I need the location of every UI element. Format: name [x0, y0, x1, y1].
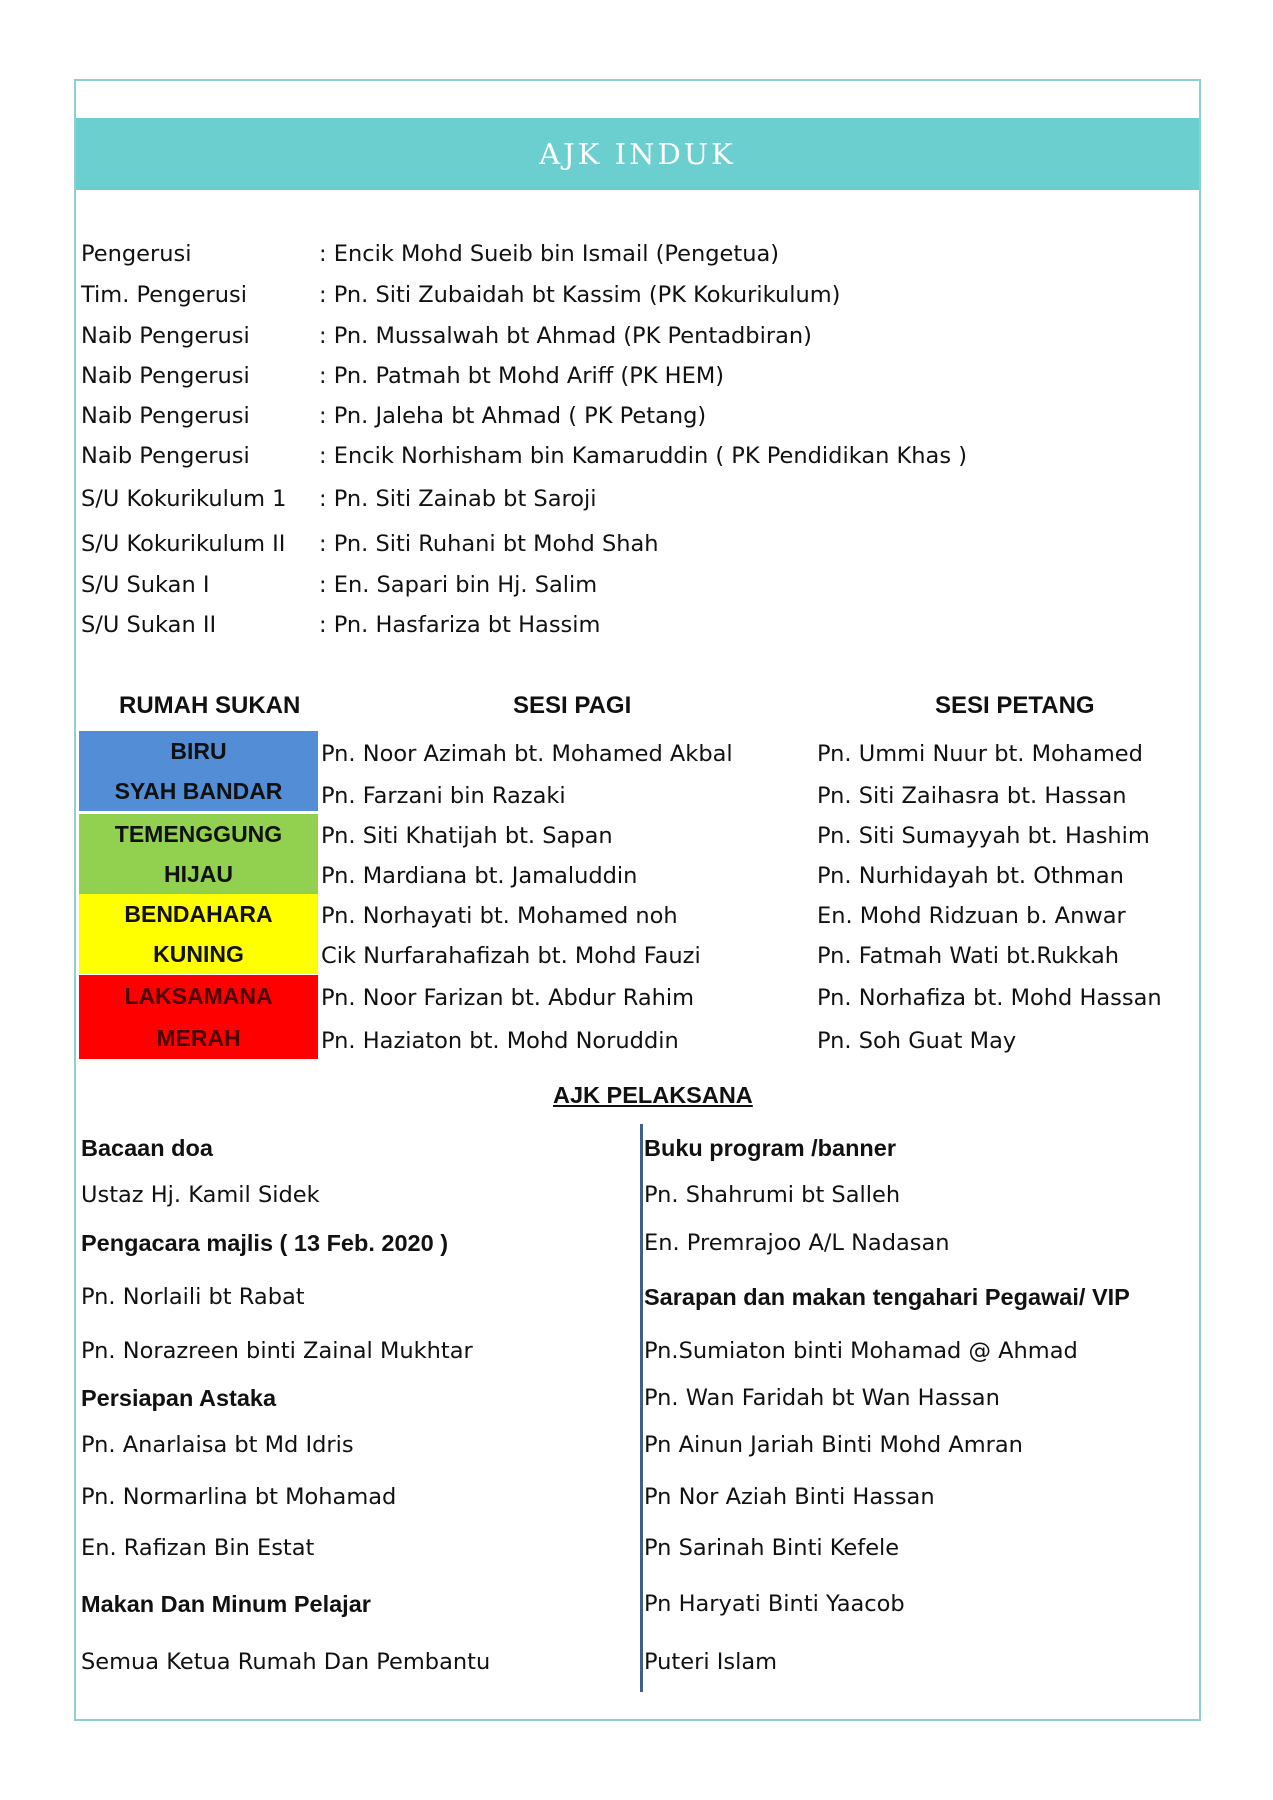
- induk-name: : En. Sapari bin Hj. Salim: [319, 572, 598, 598]
- page-title: AJK INDUK: [76, 118, 1199, 190]
- pelaksana-left-item: Pn. Norazreen binti Zainal Mukhtar: [81, 1338, 473, 1364]
- header-rumah-sukan: RUMAH SUKAN: [119, 692, 301, 719]
- pelaksana-left-item: Pn. Normarlina bt Mohamad: [81, 1484, 397, 1510]
- induk-role: S/U Kokurikulum 1: [81, 486, 287, 512]
- pagi-member: Pn. Haziaton bt. Mohd Noruddin: [321, 1028, 679, 1054]
- pelaksana-right-item: Puteri Islam: [644, 1649, 778, 1675]
- house-name: MERAH: [156, 1025, 241, 1051]
- induk-name: : Pn. Patmah bt Mohd Ariff (PK HEM): [319, 363, 725, 389]
- house-cell-merah: [79, 975, 318, 1059]
- induk-role: Naib Pengerusi: [81, 403, 250, 429]
- pelaksana-left-item: Ustaz Hj. Kamil Sidek: [81, 1182, 320, 1208]
- induk-role: Naib Pengerusi: [81, 443, 250, 469]
- house-name: TEMENGGUNG: [114, 821, 283, 847]
- pagi-member: Pn. Norhayati bt. Mohamed noh: [321, 903, 678, 929]
- pelaksana-right-item: Pn Haryati Binti Yaacob: [644, 1591, 905, 1617]
- pelaksana-right-item: Pn Ainun Jariah Binti Mohd Amran: [644, 1432, 1023, 1458]
- house-name: HIJAU: [163, 861, 233, 887]
- induk-name: : Pn. Jaleha bt Ahmad ( PK Petang): [319, 403, 707, 429]
- house-name: LAKSAMANA: [124, 983, 273, 1009]
- house-name: KUNING: [153, 941, 244, 967]
- induk-role: Naib Pengerusi: [81, 323, 250, 349]
- petang-member: Pn. Norhafiza bt. Mohd Hassan: [817, 985, 1162, 1011]
- pelaksana-right-item: Pn Sarinah Binti Kefele: [644, 1535, 900, 1561]
- induk-name: : Pn. Mussalwah bt Ahmad (PK Pentadbiran): [319, 323, 812, 349]
- house-cell-kuning: [79, 894, 318, 974]
- pelaksana-left-item: Pn. Anarlaisa bt Md Idris: [81, 1432, 354, 1458]
- house-name: BIRU: [170, 738, 227, 764]
- induk-role: Naib Pengerusi: [81, 363, 250, 389]
- pagi-member: Cik Nurfarahafizah bt. Mohd Fauzi: [321, 943, 701, 969]
- induk-role: Pengerusi: [81, 241, 192, 267]
- pagi-member: Pn. Siti Khatijah bt. Sapan: [321, 823, 613, 849]
- house-name: BENDAHARA: [124, 901, 273, 927]
- induk-role: Tim. Pengerusi: [81, 282, 248, 308]
- induk-role: S/U Sukan I: [81, 572, 210, 598]
- pelaksana-right-item: Pn. Shahrumi bt Salleh: [644, 1182, 901, 1208]
- pelaksana-title: AJK PELAKSANA: [553, 1082, 753, 1108]
- pelaksana-left-item: En. Rafizan Bin Estat: [81, 1535, 315, 1561]
- header-sesi-pagi: SESI PAGI: [513, 692, 632, 719]
- pagi-member: Pn. Mardiana bt. Jamaluddin: [321, 863, 638, 889]
- induk-name: : Encik Norhisham bin Kamaruddin ( PK Pendidikan Khas ): [319, 443, 967, 469]
- house-name: SYAH BANDAR: [114, 778, 283, 804]
- induk-name: : Pn. Siti Zubaidah bt Kassim (PK Kokurikulum): [319, 282, 841, 308]
- petang-member: Pn. Siti Sumayyah bt. Hashim: [817, 823, 1150, 849]
- column-divider: [640, 1124, 643, 1692]
- petang-member: Pn. Soh Guat May: [817, 1028, 1017, 1054]
- induk-role: S/U Kokurikulum II: [81, 531, 286, 557]
- house-cell-biru: [79, 731, 318, 811]
- induk-name: : Pn. Hasfariza bt Hassim: [319, 612, 601, 638]
- pelaksana-right-item: Sarapan dan makan tengahari Pegawai/ VIP: [644, 1284, 1130, 1310]
- pelaksana-left-item: Pn. Norlaili bt Rabat: [81, 1284, 305, 1310]
- pelaksana-right-item: Pn.Sumiaton binti Mohamad @ Ahmad: [644, 1338, 1078, 1364]
- pelaksana-left-item: Persiapan Astaka: [81, 1385, 277, 1411]
- pelaksana-left-item: Semua Ketua Rumah Dan Pembantu: [81, 1649, 491, 1675]
- pelaksana-left-item: Bacaan doa: [81, 1135, 213, 1161]
- pelaksana-left-item: Pengacara majlis ( 13 Feb. 2020 ): [81, 1230, 449, 1256]
- pelaksana-right-item: Pn. Wan Faridah bt Wan Hassan: [644, 1385, 1000, 1411]
- pagi-member: Pn. Farzani bin Razaki: [321, 783, 566, 809]
- induk-name: : Pn. Siti Zainab bt Saroji: [319, 486, 597, 512]
- pelaksana-right-item: Pn Nor Aziah Binti Hassan: [644, 1484, 935, 1510]
- house-cell-hijau: [79, 814, 318, 894]
- induk-name: : Encik Mohd Sueib bin Ismail (Pengetua): [319, 241, 780, 267]
- pelaksana-right-item: Buku program /banner: [644, 1135, 897, 1161]
- petang-member: Pn. Fatmah Wati bt.Rukkah: [817, 943, 1120, 969]
- petang-member: Pn. Nurhidayah bt. Othman: [817, 863, 1124, 889]
- pelaksana-left-item: Makan Dan Minum Pelajar: [81, 1591, 371, 1617]
- petang-member: Pn. Siti Zaihasra bt. Hassan: [817, 783, 1127, 809]
- petang-member: Pn. Ummi Nuur bt. Mohamed: [817, 741, 1143, 767]
- induk-name: : Pn. Siti Ruhani bt Mohd Shah: [319, 531, 659, 557]
- induk-role: S/U Sukan II: [81, 612, 217, 638]
- petang-member: En. Mohd Ridzuan b. Anwar: [817, 903, 1126, 929]
- pagi-member: Pn. Noor Farizan bt. Abdur Rahim: [321, 985, 695, 1011]
- pagi-member: Pn. Noor Azimah bt. Mohamed Akbal: [321, 741, 733, 767]
- pelaksana-right-item: En. Premrajoo A/L Nadasan: [644, 1230, 950, 1256]
- header-sesi-petang: SESI PETANG: [935, 692, 1095, 719]
